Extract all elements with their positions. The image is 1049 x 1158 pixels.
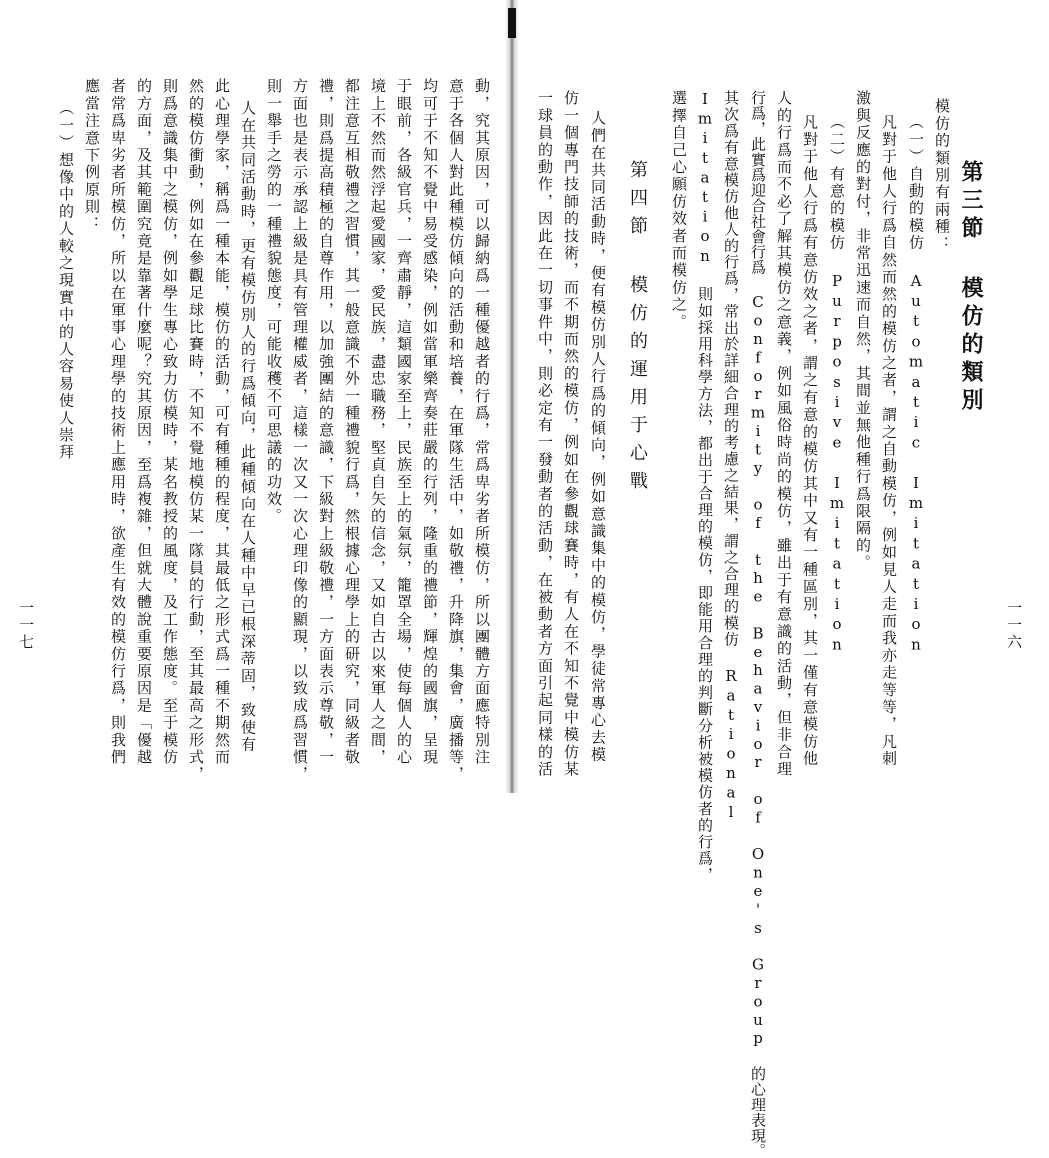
text-line: 人的行爲而不必了解其模仿之意義，例如風俗時尚的模仿，雖出于有意識的活動，但非合理 [775, 90, 793, 778]
section-3-heading: 第三節 模仿的類別 [958, 160, 984, 416]
text-line: 于眼前，各級官兵，一齊肅靜，這類國家至上，民族至上的氣氛，籠罩全場，使每個人的心 [395, 78, 413, 766]
text-line: 境上不然而然浮起愛國家，愛民族，盡忠職務，堅貞自矢的信念，又如自古以來軍人之間， [369, 78, 387, 766]
text-line: 模仿的類別有兩種： [933, 98, 951, 253]
text-line: 者常爲卑劣者所模仿，所以在軍事心理學的技術上應用時，欲產生有效的模仿行爲，則我們 [109, 78, 127, 766]
text-line: （一）想像中的人較之現實中的人容易使人崇拜 [57, 100, 75, 462]
text-line: 的方面，及其範圍究竟是靠著什麼呢？究其原因，至爲複雜，但就大體說重要原因是「優越 [135, 78, 153, 766]
text-line: （二）有意的模仿 Purposive Imitation [828, 114, 846, 656]
text-line: 選擇自己心願仿效者而模仿之。 [670, 90, 688, 331]
text-line: 則一舉手之勞的一種禮貌態度，可能收穫不可思議的功效。 [265, 78, 283, 526]
text-line: 此心理學家，稱爲一種本能，模仿的活動，可有種種的程度，其最低之形式爲一種不期然而 [213, 78, 231, 766]
text-line: 凡對于他人行爲有意仿效之者，謂之有意的模仿其中又有一種區別，其一僅有意模仿他 [801, 114, 819, 768]
text-line: 則爲意識集中之模仿，例如學生專心致力仿模時，某名教授的風度，及工作態度。至于模仿 [161, 78, 179, 766]
text-line: 均可于不知不覺中易受感染，例如當軍樂齊奏莊嚴的行列，隆重的禮節，輝煌的國旗，呈現 [421, 78, 439, 766]
text-line: 激與反應的對付，非常迅速而自然，其間並無他種行爲限隔的。 [854, 90, 872, 572]
text-line: Imitation 則如採用科學方法，都出于合理的模仿，即能用合理的判斷分析被模仿者的行爲， [696, 90, 714, 884]
text-line: 人們在共同活動時，便有模仿別人行爲的傾向，例如意識集中的模仿，學徒常專心去模 [589, 110, 607, 764]
book-gutter [505, 0, 519, 793]
text-line: 應當注意下例原則： [83, 78, 101, 233]
text-line: 其次爲有意模仿他人的行爲，常出於詳細合理的考慮之結果，謂之合理的模仿 Rational [722, 90, 740, 823]
text-line: 意于各個人對此種模仿傾向的活動和培養，在軍隊生活中，如敬禮，升降旗，集會，廣播等， [447, 78, 465, 784]
page-number-right: 一一六 [1005, 600, 1023, 651]
text-line: 方面也是表示承認上級是具有管理權威者，這樣一次又一次心理印像的顯現，以致成爲習慣， [291, 78, 309, 784]
page-number-left: 一一七 [17, 600, 35, 651]
text-line: 行爲，此實爲迎合社會行爲 Conformity of the Behavior of One's Group 的心理表現。 [749, 90, 767, 1158]
text-line: 凡對于他人行爲自然而然的模仿之者，謂之自動模仿，例如見人走而我亦走等等，凡刺 [880, 114, 898, 768]
gutter-mark [508, 8, 516, 38]
text-line: 一球員的動作，因此在一切事件中，則必定有一發動者的活動，在被動者方面引起同樣的活 [536, 90, 554, 778]
text-line: 動，究其原因，可以歸納爲一種優越者的行爲，常爲卑劣者所模仿，所以團體方面應特別注 [473, 78, 491, 766]
text-line: 都注意互相敬禮之習慣，其一般意識不外一種禮貌行爲，然根據心理學上的研究，同級者敬 [343, 78, 361, 766]
text-line: 然的模仿衝動，例如在參觀足球比賽時，不知不覺地模仿某一隊員的行動，至其最高之形式， [187, 78, 205, 784]
section-4-heading: 第四節 模仿的運用于心戰 [627, 160, 648, 499]
text-line: （一）自動的模仿 Automatic Imitation [907, 114, 925, 656]
text-line: 人在共同活動時，更有模仿別人的行爲傾向，此種傾向在人種中早已根深蒂固，致使有 [239, 100, 257, 754]
text-line: 禮，則爲提高積極的自尊作用，以加強團結的意識，下級對上級敬禮，一方面表示尊敬，一 [317, 78, 335, 766]
text-line: 仿一個專門技師的技術，而不期而然的模仿，例如在參觀球賽時，有人在不知不覺中模仿某 [562, 90, 580, 778]
